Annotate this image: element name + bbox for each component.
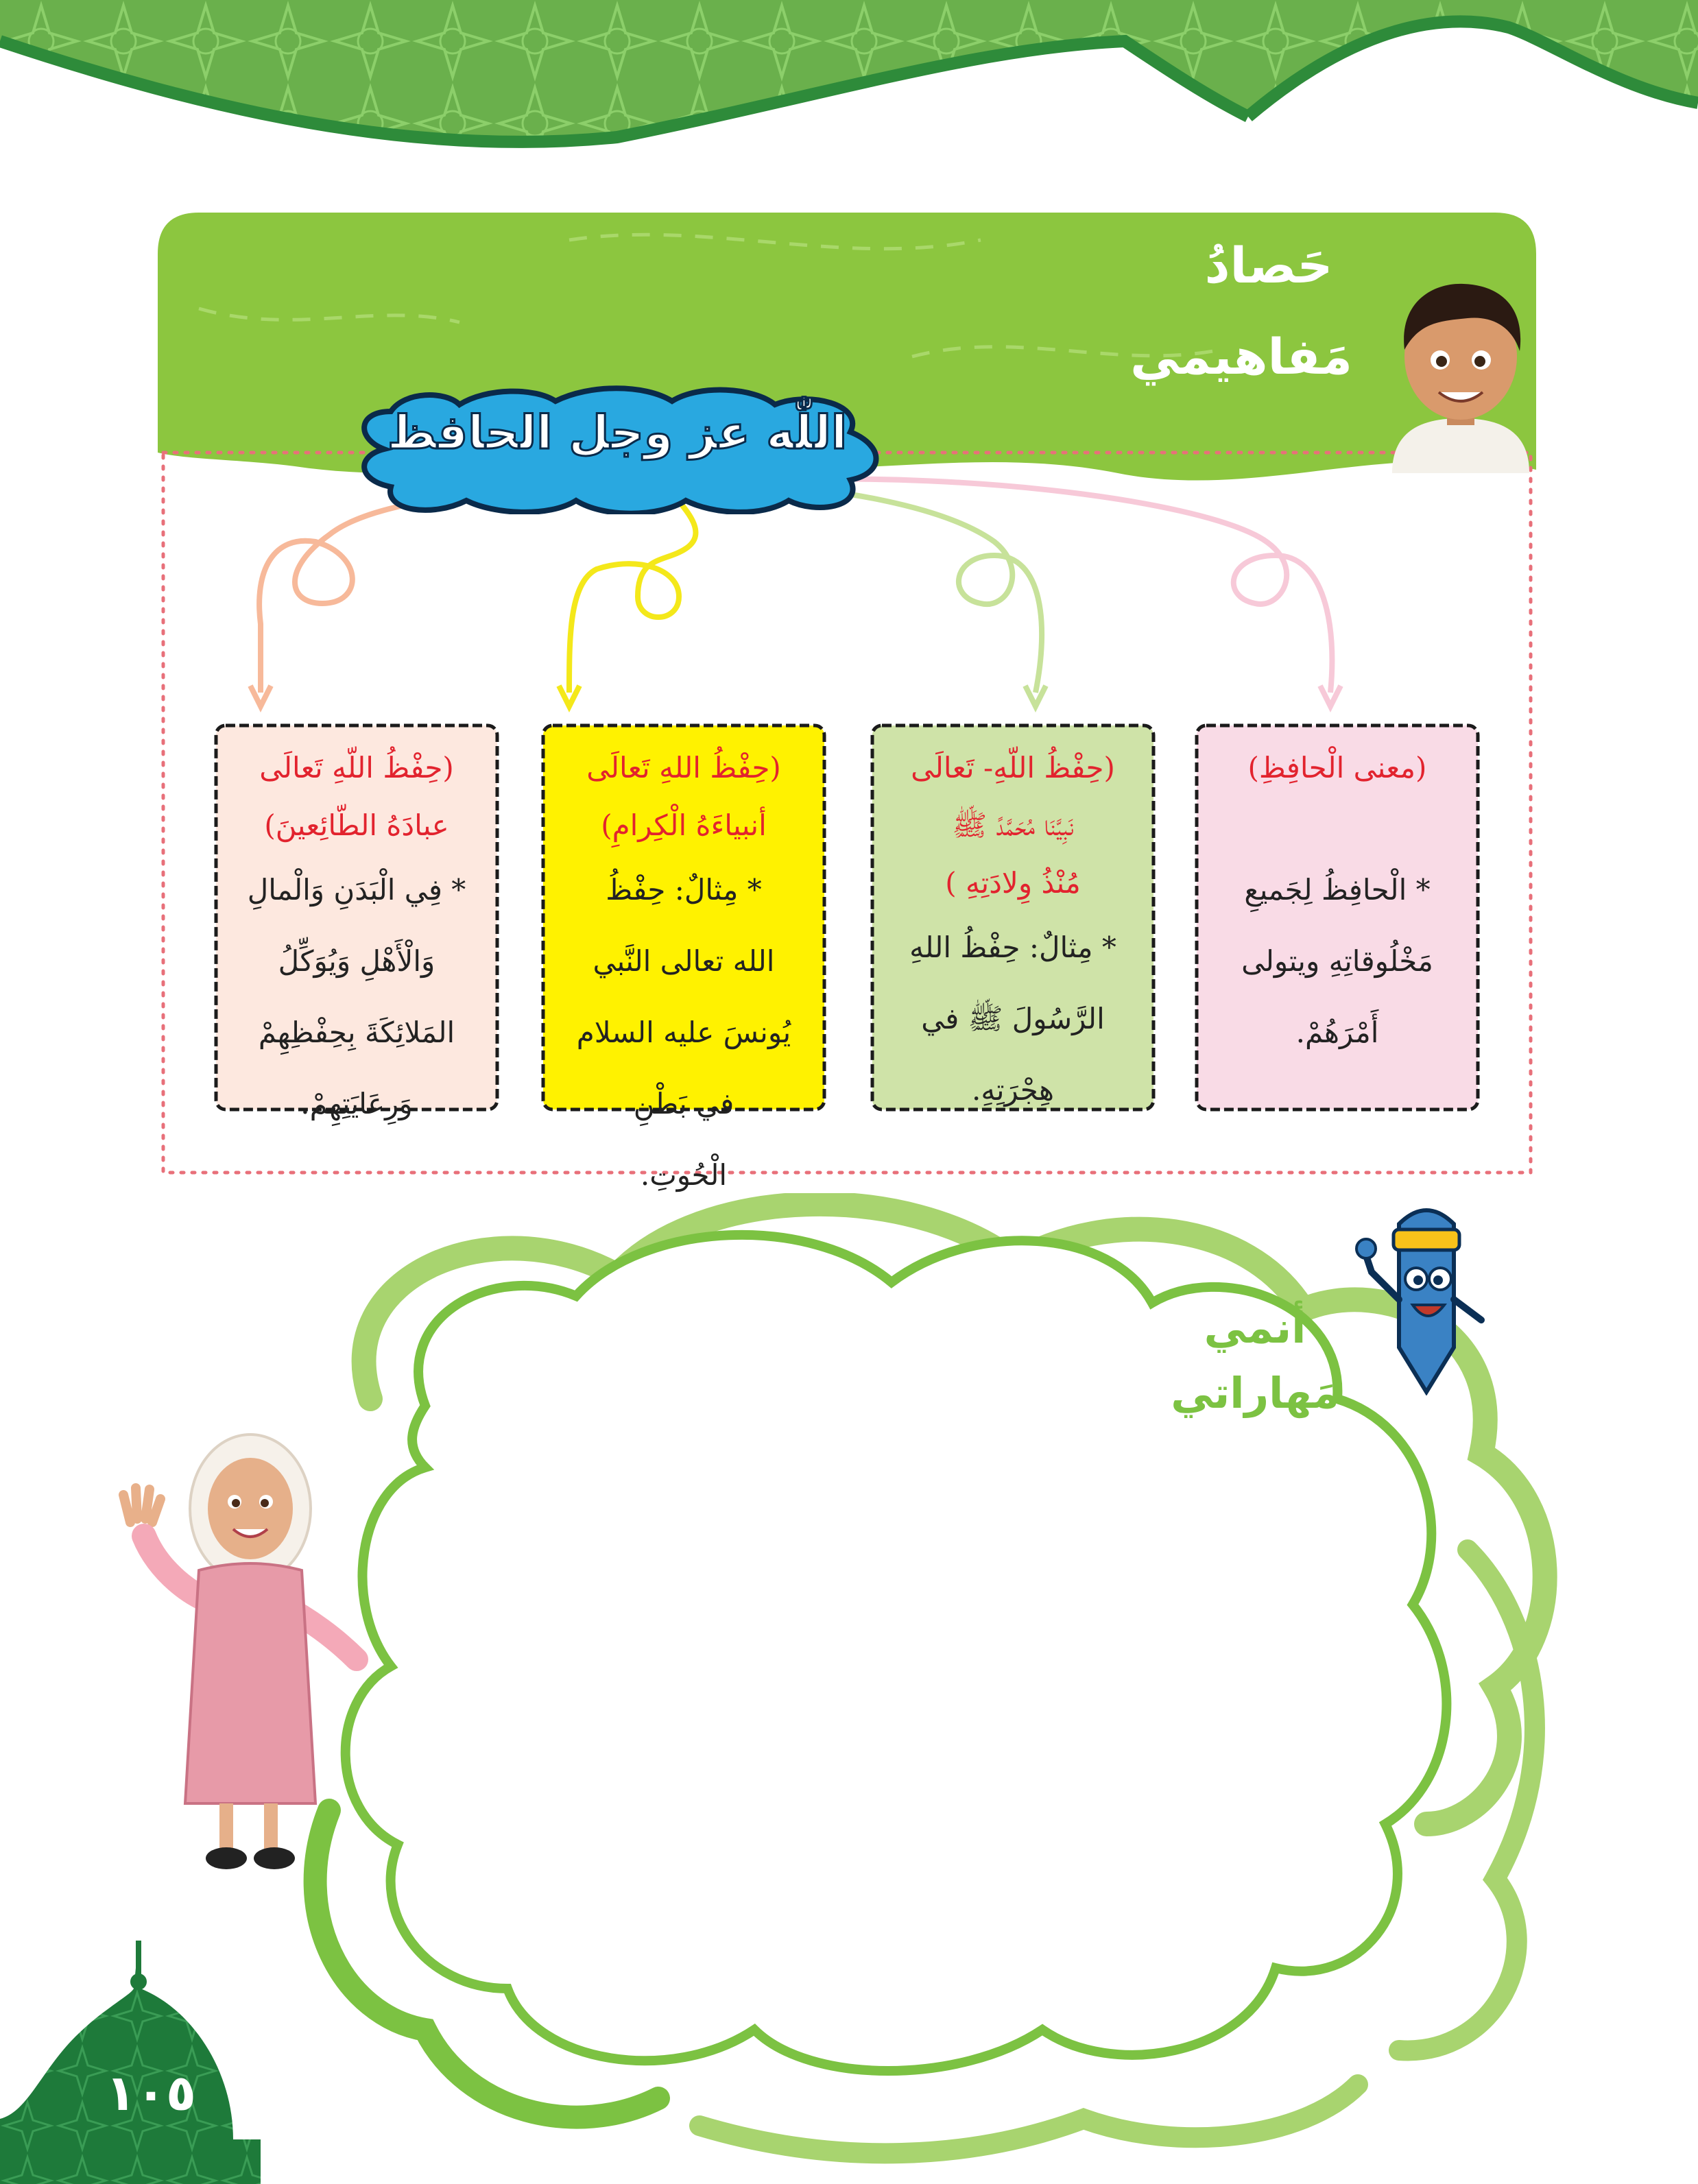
card-text: يُونسَ عليه السلام في بَطْنِ [576, 1016, 791, 1120]
page-number: ١٠٥ [106, 2064, 196, 2122]
card-title: (حِفْظُ اللّهِ- تَعالَى [911, 751, 1115, 784]
boy-avatar [1378, 274, 1543, 473]
connector-yellow [569, 487, 695, 693]
card-meaning-of-hafiz [1190, 719, 1485, 1116]
card-text: المَلائِكَةَ بِحِفْظِهِمْ [258, 1016, 455, 1049]
card-text: * فِي الْبَدَنِ وَالْمالِ [247, 873, 466, 907]
card-text: * الْحافِظُ لِجَميعِ [1244, 873, 1431, 907]
card-prophet-muhammad [865, 719, 1160, 1116]
card-text: الرَّسُولَ ﷺ في [921, 1002, 1105, 1035]
card-title: أنبياءَهُ الْكِرامِ) [601, 808, 767, 842]
skills-title-line1: أنمي [1204, 1303, 1306, 1353]
connector-peach [259, 487, 501, 693]
card-text: أَمْرَهُمْ. [1295, 1016, 1379, 1049]
card-prophets [536, 719, 831, 1192]
main-title: اللّٰه عز وجل الحافظ [387, 406, 848, 460]
card-title: (حِفْظُ اللّهِ تَعالَى [259, 751, 454, 784]
card-title: (معنى الْحافِظِ) [1247, 751, 1427, 784]
card-text: * مِثالٌ: حِفْظُ [606, 873, 762, 907]
mosque-dome-decoration [0, 1934, 261, 2184]
card-text: هِجْرَتِهِ. [972, 1073, 1054, 1107]
card-text: الله تعالى النَّبي [593, 944, 775, 978]
card-text: وَالْأَهْلِ وَيُوَكِّلُ [278, 944, 435, 978]
card-text: * مِثالٌ: حِفْظُ اللهِ [909, 931, 1116, 964]
pencil-mascot [1351, 1197, 1502, 1395]
card-title: عبادَهُ الطّائِعينَ) [264, 808, 449, 842]
card-obedient-servants [209, 719, 504, 1120]
card-title: (حِفْظُ اللهِ تَعالَى [586, 751, 781, 784]
harvest-title-line1: حَصادُ [1204, 237, 1333, 294]
skills-title-line2: مَهاراتي [1171, 1368, 1339, 1418]
girl-mascot [110, 1433, 384, 1886]
card-text: وَرِعَايَتِهِمْ. [300, 1087, 413, 1120]
harvest-title-line2: مَفاهيمي [1130, 328, 1352, 385]
card-text: الْحُوتِ. [640, 1158, 728, 1192]
top-decorative-banner [0, 0, 1698, 165]
card-title: مُنْذُ وِلادَتِهِ ) [945, 866, 1081, 900]
card-text: مَخْلُوقاتِهِ ويتولى [1241, 944, 1433, 978]
card-title: نَبِيَّنَا مُحَمَّدً ﷺ [952, 808, 1074, 842]
